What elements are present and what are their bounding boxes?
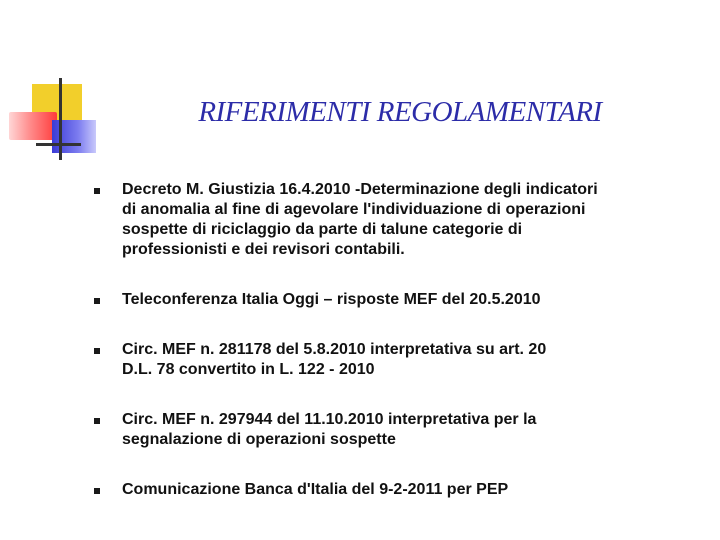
- bullet-text: Circ. MEF n. 297944 del 11.10.2010 interpretativa per la segnalazione di operazioni sospette: [122, 411, 537, 448]
- slide-title: RIFERIMENTI REGOLAMENTARI: [198, 96, 602, 128]
- bullet-text: Comunicazione Banca d'Italia del 9-2-2011 per PEP: [122, 481, 509, 498]
- bullet-text: Teleconferenza Italia Oggi – risposte MEF del 20.5.2010: [122, 291, 541, 308]
- deco-red-bar: [9, 112, 57, 140]
- square-bullet-icon: [94, 348, 100, 354]
- square-bullet-icon: [94, 298, 100, 304]
- deco-vertical-line: [59, 78, 62, 160]
- list-item: [94, 410, 684, 450]
- square-bullet-icon: [94, 418, 100, 424]
- list-item: [94, 340, 684, 380]
- list-item: [94, 180, 684, 260]
- bullet-text: Circ. MEF n. 281178 del 5.8.2010 interpretativa su art. 20 D.L. 78 convertito in L. 122 - 2010: [122, 341, 547, 378]
- square-bullet-icon: [94, 188, 100, 194]
- bullet-text: Decreto M. Giustizia 16.4.2010 -Determinazione degli indicatori di anomalia al fine di agevolare l'individuazione di operazioni sospette di riciclaggio da parte di talune categorie di professionisti e dei revisori contabili.: [122, 181, 598, 258]
- square-bullet-icon: [94, 488, 100, 494]
- bullet-list: [94, 180, 684, 500]
- deco-horizontal-line: [36, 143, 81, 146]
- list-item: [94, 290, 684, 310]
- list-item: [94, 480, 684, 500]
